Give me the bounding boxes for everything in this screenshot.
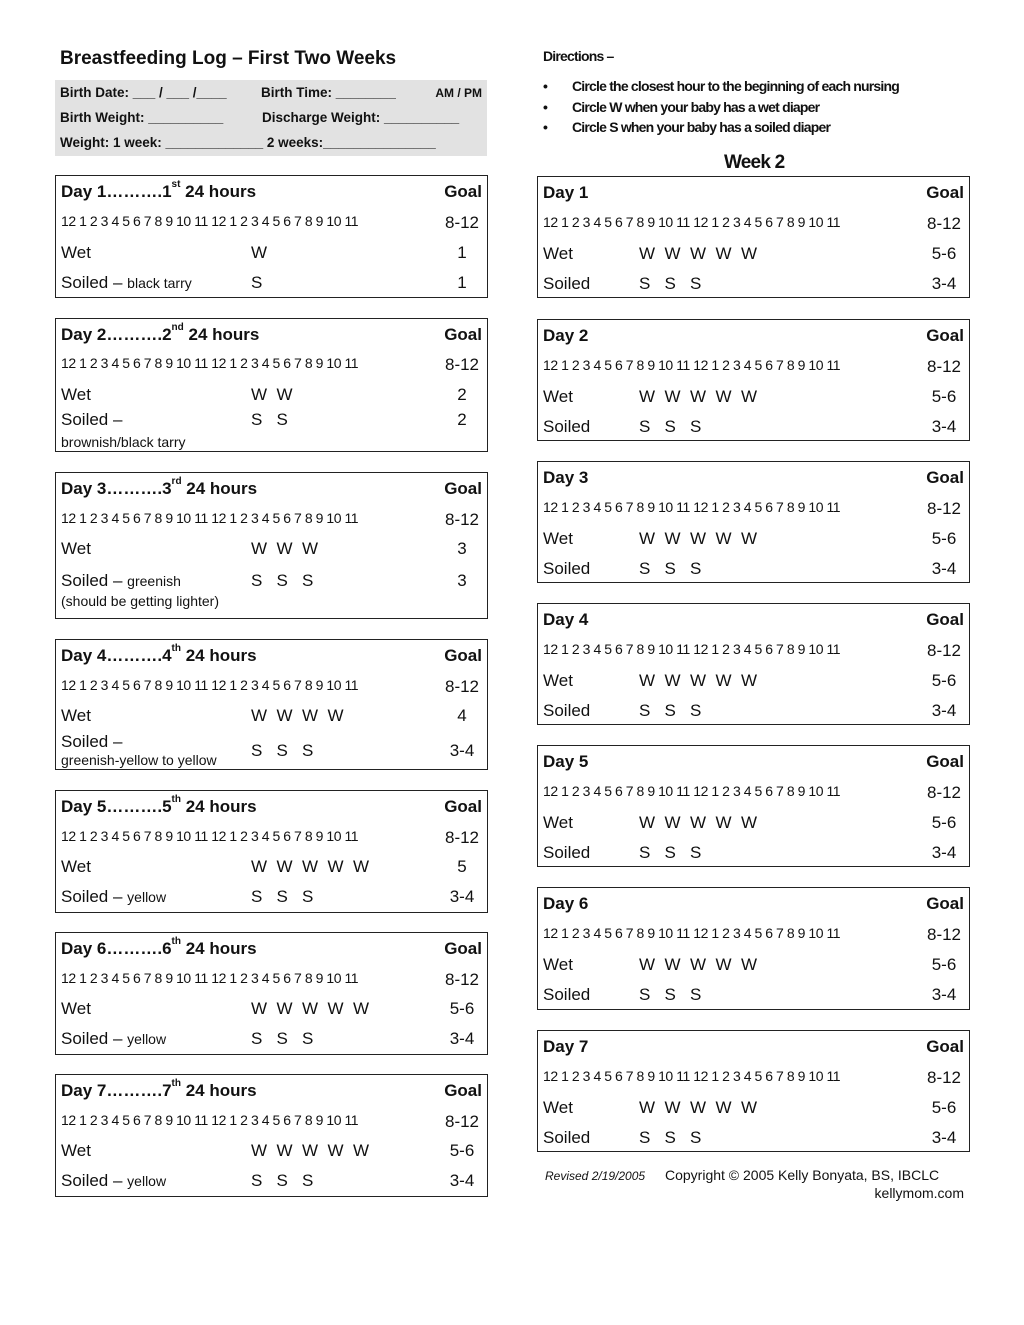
wet-label: Wet bbox=[61, 999, 91, 1018]
wet-diaper-marks[interactable]: W bbox=[251, 243, 268, 262]
soiled-goal: 3-4 bbox=[449, 1171, 475, 1190]
week1-day3-log bbox=[55, 472, 488, 619]
soiled-note: greenish-yellow to yellow bbox=[61, 752, 217, 768]
feeding-goal: 8-12 bbox=[444, 510, 480, 529]
wet-diaper-marks[interactable]: W W W W W bbox=[251, 999, 370, 1018]
soiled-goal: 3-4 bbox=[449, 1029, 475, 1048]
goal-header: Goal bbox=[926, 610, 964, 629]
soiled-diaper-marks[interactable]: S S S bbox=[251, 887, 314, 906]
feeding-goal: 8-12 bbox=[926, 925, 962, 944]
soiled-label: Soiled bbox=[543, 701, 591, 720]
wet-diaper-marks[interactable]: W W W W W bbox=[639, 813, 758, 832]
weight-week-field[interactable]: Weight: 1 week: _____________ 2 weeks:_______________ bbox=[60, 135, 436, 150]
hour-selector[interactable]: 12 1 2 3 4 5 6 7 8 9 10 11 12 1 2 3 4 5 6 7 8 9 10 11 bbox=[543, 357, 841, 373]
wet-label: Wet bbox=[543, 955, 573, 974]
soiled-label: Soiled – greenish bbox=[61, 571, 181, 590]
soiled-label: Soiled bbox=[543, 843, 591, 862]
wet-goal: 5 bbox=[457, 857, 467, 876]
bullet-icon: • bbox=[543, 78, 548, 94]
wet-diaper-marks[interactable]: W W W W bbox=[251, 706, 344, 725]
day-title: Day 4……….4th 24 hours bbox=[61, 643, 257, 665]
week1-day7-log bbox=[55, 1074, 488, 1197]
soiled-label: Soiled bbox=[543, 559, 591, 578]
goal-header: Goal bbox=[926, 468, 964, 487]
week2-day6-log bbox=[537, 887, 970, 1010]
feeding-goal: 8-12 bbox=[444, 1112, 480, 1131]
soiled-label: Soiled – yellow bbox=[61, 1171, 167, 1190]
soiled-goal: 3-4 bbox=[931, 985, 957, 1004]
feeding-goal: 8-12 bbox=[444, 970, 480, 989]
hour-selector[interactable]: 12 1 2 3 4 5 6 7 8 9 10 11 12 1 2 3 4 5 6 7 8 9 10 11 bbox=[61, 213, 359, 229]
goal-header: Goal bbox=[444, 939, 482, 958]
wet-diaper-marks[interactable]: W W W W W bbox=[639, 529, 758, 548]
feeding-goal: 8-12 bbox=[444, 213, 480, 232]
soiled-diaper-marks[interactable]: S S S bbox=[639, 701, 702, 720]
directions-heading: Directions – bbox=[543, 48, 614, 64]
hour-selector[interactable]: 12 1 2 3 4 5 6 7 8 9 10 11 12 1 2 3 4 5 6 7 8 9 10 11 bbox=[543, 499, 841, 515]
soiled-diaper-marks[interactable]: S S S bbox=[251, 741, 314, 760]
soiled-diaper-marks[interactable]: S S S bbox=[639, 417, 702, 436]
feeding-goal: 8-12 bbox=[926, 214, 962, 233]
soiled-diaper-marks[interactable]: S S S bbox=[639, 843, 702, 862]
day-title: Day 5……….5th 24 hours bbox=[61, 794, 257, 816]
soiled-diaper-marks[interactable]: S S S bbox=[639, 1128, 702, 1147]
day-title: Day 4 bbox=[543, 610, 589, 629]
goal-header: Goal bbox=[444, 646, 482, 665]
soiled-goal: 3-4 bbox=[449, 741, 475, 760]
copyright-notice: Copyright © 2005 Kelly Bonyata, BS, IBCLC bbox=[665, 1167, 940, 1183]
feeding-goal: 8-12 bbox=[926, 783, 962, 802]
soiled-diaper-marks[interactable]: S S S bbox=[251, 1029, 314, 1048]
hour-selector[interactable]: 12 1 2 3 4 5 6 7 8 9 10 11 12 1 2 3 4 5 6 7 8 9 10 11 bbox=[61, 677, 359, 693]
wet-goal: 5-6 bbox=[931, 955, 957, 974]
hour-selector[interactable]: 12 1 2 3 4 5 6 7 8 9 10 11 12 1 2 3 4 5 6 7 8 9 10 11 bbox=[61, 510, 359, 526]
day-title: Day 6……….6th 24 hours bbox=[61, 936, 257, 958]
wet-diaper-marks[interactable]: W W W W W bbox=[639, 671, 758, 690]
week2-day3-log bbox=[537, 461, 970, 583]
wet-label: Wet bbox=[61, 243, 91, 262]
hour-selector[interactable]: 12 1 2 3 4 5 6 7 8 9 10 11 12 1 2 3 4 5 6 7 8 9 10 11 bbox=[61, 970, 359, 986]
week2-day1-log bbox=[537, 176, 970, 298]
wet-diaper-marks[interactable]: W W W W W bbox=[639, 1098, 758, 1117]
goal-header: Goal bbox=[444, 479, 482, 498]
day-title: Day 2……….2nd 24 hours bbox=[61, 322, 260, 344]
day-title: Day 6 bbox=[543, 894, 589, 913]
soiled-label: Soiled bbox=[543, 985, 591, 1004]
week1-day5-log bbox=[55, 790, 488, 913]
direction-item: • Circle the closest hour to the beginning of each nursing bbox=[543, 78, 900, 94]
wet-diaper-marks[interactable]: W W W W W bbox=[639, 244, 758, 263]
soiled-goal: 3-4 bbox=[931, 274, 957, 293]
hour-selector[interactable]: 12 1 2 3 4 5 6 7 8 9 10 11 12 1 2 3 4 5 6 7 8 9 10 11 bbox=[543, 641, 841, 657]
day-title: Day 5 bbox=[543, 752, 589, 771]
wet-goal: 5-6 bbox=[931, 813, 957, 832]
day-title: Day 1……….1st 24 hours bbox=[61, 179, 257, 201]
wet-goal: 5-6 bbox=[931, 1098, 957, 1117]
wet-label: Wet bbox=[61, 539, 91, 558]
feeding-goal: 8-12 bbox=[926, 1068, 962, 1087]
wet-diaper-marks[interactable]: W W W W W bbox=[251, 857, 370, 876]
soiled-goal: 3-4 bbox=[449, 887, 475, 906]
hour-selector[interactable]: 12 1 2 3 4 5 6 7 8 9 10 11 12 1 2 3 4 5 6 7 8 9 10 11 bbox=[543, 925, 841, 941]
hour-selector[interactable]: 12 1 2 3 4 5 6 7 8 9 10 11 12 1 2 3 4 5 6 7 8 9 10 11 bbox=[61, 1112, 359, 1128]
soiled-label: Soiled – black tarry bbox=[61, 273, 192, 292]
wet-diaper-marks[interactable]: W W W W W bbox=[639, 955, 758, 974]
soiled-note: brownish/black tarry bbox=[61, 434, 186, 450]
week1-day6-log bbox=[55, 932, 488, 1055]
wet-diaper-marks[interactable]: W W W bbox=[251, 539, 319, 558]
soiled-diaper-marks[interactable]: S S S bbox=[639, 559, 702, 578]
direction-item: • Circle W when your baby has a wet diaper bbox=[543, 98, 820, 115]
soiled-diaper-marks[interactable]: S S S bbox=[251, 1171, 314, 1190]
soiled-note: (should be getting lighter) bbox=[61, 593, 219, 609]
wet-goal: 5-6 bbox=[931, 671, 957, 690]
goal-header: Goal bbox=[926, 183, 964, 202]
bullet-icon: • bbox=[543, 98, 548, 115]
day-title: Day 7……….7th 24 hours bbox=[61, 1078, 257, 1100]
soiled-diaper-marks[interactable]: S S S bbox=[251, 571, 314, 590]
goal-header: Goal bbox=[444, 797, 482, 816]
wet-label: Wet bbox=[61, 1141, 91, 1160]
wet-goal: 3 bbox=[457, 539, 467, 558]
wet-diaper-marks[interactable]: W W bbox=[251, 385, 293, 404]
week2-day7-log bbox=[537, 1030, 970, 1152]
week2-day2-log bbox=[537, 319, 970, 441]
week2-day4-log bbox=[537, 603, 970, 725]
soiled-diaper-marks[interactable]: S S S bbox=[639, 985, 702, 1004]
wet-goal: 2 bbox=[457, 385, 467, 404]
revised-date: Revised 2/19/2005 bbox=[545, 1169, 646, 1183]
feeding-goal: 8-12 bbox=[926, 499, 962, 518]
soiled-label: Soiled – bbox=[61, 410, 123, 429]
goal-header: Goal bbox=[926, 326, 964, 345]
day-title: Day 3 bbox=[543, 468, 589, 487]
am-pm-option[interactable]: AM / PM bbox=[435, 86, 482, 100]
goal-header: Goal bbox=[926, 894, 964, 913]
day-title: Day 2 bbox=[543, 326, 589, 345]
directions-list bbox=[543, 78, 973, 140]
soiled-goal: 3-4 bbox=[931, 559, 957, 578]
wet-goal: 5-6 bbox=[931, 529, 957, 548]
week-2-heading: Week 2 bbox=[724, 152, 785, 173]
soiled-goal: 3-4 bbox=[931, 701, 957, 720]
birth-weight-field[interactable]: Birth Weight: __________ bbox=[60, 110, 224, 125]
wet-goal: 4 bbox=[457, 706, 467, 725]
site-name: kellymom.com bbox=[874, 1185, 964, 1201]
wet-goal: 5-6 bbox=[931, 387, 957, 406]
goal-header: Goal bbox=[444, 325, 482, 344]
wet-label: Wet bbox=[543, 244, 573, 263]
wet-diaper-marks[interactable]: W W W W W bbox=[639, 387, 758, 406]
week2-day5-log bbox=[537, 745, 970, 867]
feeding-goal: 8-12 bbox=[444, 828, 480, 847]
discharge-weight-field[interactable]: Discharge Weight: __________ bbox=[262, 110, 460, 125]
soiled-label: Soiled – yellow bbox=[61, 1029, 167, 1048]
wet-label: Wet bbox=[61, 385, 91, 404]
soiled-label: Soiled bbox=[543, 274, 591, 293]
hour-selector[interactable]: 12 1 2 3 4 5 6 7 8 9 10 11 12 1 2 3 4 5 6 7 8 9 10 11 bbox=[61, 828, 359, 844]
wet-goal: 1 bbox=[457, 243, 467, 262]
wet-label: Wet bbox=[543, 813, 573, 832]
hour-selector[interactable]: 12 1 2 3 4 5 6 7 8 9 10 11 12 1 2 3 4 5 6 7 8 9 10 11 bbox=[61, 355, 359, 371]
soiled-diaper-marks[interactable]: S S bbox=[251, 410, 288, 429]
wet-label: Wet bbox=[61, 706, 91, 725]
soiled-goal: 1 bbox=[457, 273, 467, 292]
wet-goal: 5-6 bbox=[449, 999, 475, 1018]
wet-goal: 5-6 bbox=[449, 1141, 475, 1160]
feeding-goal: 8-12 bbox=[444, 677, 480, 696]
wet-label: Wet bbox=[543, 671, 573, 690]
bullet-icon: • bbox=[543, 119, 548, 135]
week1-day1-log bbox=[55, 175, 488, 298]
soiled-goal: 2 bbox=[457, 410, 467, 429]
wet-label: Wet bbox=[61, 857, 91, 876]
wet-goal: 5-6 bbox=[931, 244, 957, 263]
goal-header: Goal bbox=[926, 1037, 964, 1056]
direction-item: • Circle S when your baby has a soiled diaper bbox=[543, 119, 831, 135]
soiled-goal: 3-4 bbox=[931, 1128, 957, 1147]
soiled-label: Soiled bbox=[543, 417, 591, 436]
goal-header: Goal bbox=[926, 752, 964, 771]
wet-label: Wet bbox=[543, 529, 573, 548]
birth-info-panel bbox=[55, 80, 487, 156]
birth-date-field[interactable]: Birth Date: ___ / ___ /____ bbox=[60, 85, 227, 100]
hour-selector[interactable]: 12 1 2 3 4 5 6 7 8 9 10 11 12 1 2 3 4 5 6 7 8 9 10 11 bbox=[543, 214, 841, 230]
soiled-label: Soiled – yellow bbox=[61, 887, 167, 906]
soiled-diaper-marks[interactable]: S S S bbox=[639, 274, 702, 293]
page-title: Breastfeeding Log – First Two Weeks bbox=[60, 48, 397, 69]
day-title: Day 7 bbox=[543, 1037, 589, 1056]
day-title: Day 3……….3rd 24 hours bbox=[61, 476, 258, 498]
hour-selector[interactable]: 12 1 2 3 4 5 6 7 8 9 10 11 12 1 2 3 4 5 6 7 8 9 10 11 bbox=[543, 783, 841, 799]
goal-header: Goal bbox=[444, 182, 482, 201]
day-title: Day 1 bbox=[543, 183, 589, 202]
wet-label: Wet bbox=[543, 387, 573, 406]
feeding-goal: 8-12 bbox=[444, 355, 480, 374]
week1-day2-log bbox=[55, 318, 488, 452]
soiled-goal: 3 bbox=[457, 571, 467, 590]
soiled-diaper-marks[interactable]: S bbox=[251, 273, 263, 292]
wet-diaper-marks[interactable]: W W W W W bbox=[251, 1141, 370, 1160]
soiled-label: Soiled bbox=[543, 1128, 591, 1147]
hour-selector[interactable]: 12 1 2 3 4 5 6 7 8 9 10 11 12 1 2 3 4 5 6 7 8 9 10 11 bbox=[543, 1068, 841, 1084]
feeding-goal: 8-12 bbox=[926, 641, 962, 660]
feeding-goal: 8-12 bbox=[926, 357, 962, 376]
soiled-goal: 3-4 bbox=[931, 417, 957, 436]
wet-label: Wet bbox=[543, 1098, 573, 1117]
goal-header: Goal bbox=[444, 1081, 482, 1100]
soiled-label: Soiled – bbox=[61, 732, 123, 751]
soiled-goal: 3-4 bbox=[931, 843, 957, 862]
birth-time-field[interactable]: Birth Time: ________ bbox=[261, 85, 396, 100]
week1-day4-log bbox=[55, 639, 488, 770]
